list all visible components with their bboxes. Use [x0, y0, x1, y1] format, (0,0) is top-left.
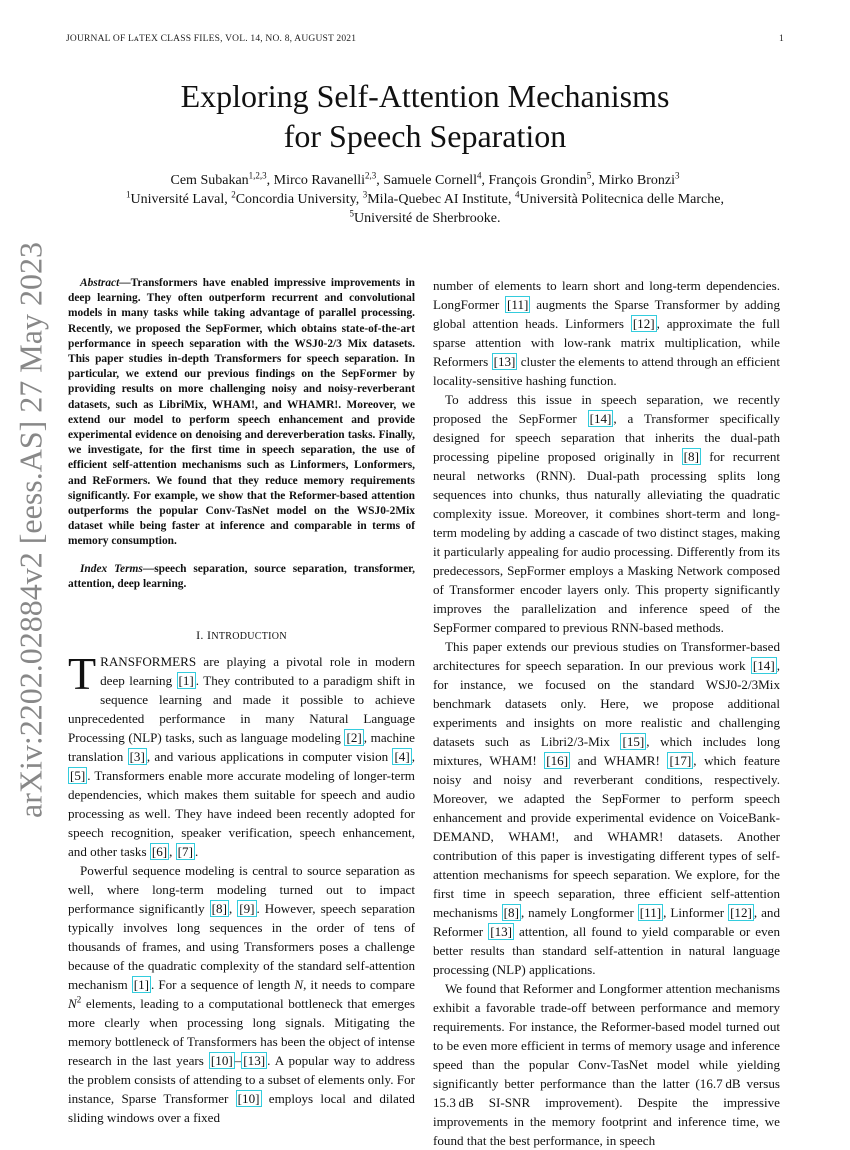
citation-link[interactable]: [8]: [503, 905, 519, 920]
page-number: 1: [779, 34, 784, 44]
citation-link[interactable]: [11]: [639, 905, 662, 920]
text-run: , a Transformer specifically designed for speech separation that inherits the dual-path processing pipeline proposed originally in: [433, 411, 780, 464]
author-name: François Grondin: [488, 173, 587, 188]
journal-name: JOURNAL OF LᴀTEX CLASS FILES, VOL. 14, NO. 8, AUGUST 2021: [66, 34, 357, 44]
text-run: –: [234, 1053, 242, 1069]
intro-paragraph-3: [433, 276, 780, 390]
text-run: , which feature noisy and noisy and reverberant conditions, respectively. Moreover, we adapted the SepFormer to perform speech enhancement and provide experimental evidence on VoiceBank-DEMAND, WHAM!, and WHAMR! datasets. Another contribution of this paper is investigating different types of self-attention mechanisms for speech separation. We explore, for the first time in speech separation, three efficient self-attention mechanisms: [433, 753, 780, 920]
title-line-2: for Speech Separation: [283, 118, 567, 154]
text-run: cluster the elements to attend through an efficient locality-sensitive hashing function.: [433, 354, 780, 388]
paragraph-text: [68, 648, 415, 860]
index-terms-label: Index Terms: [80, 562, 143, 575]
paragraph-text: [433, 392, 780, 635]
title-line-1: Exploring Self-Attention Mechanisms: [180, 78, 670, 114]
citation-link[interactable]: [11]: [507, 297, 529, 312]
text-run: . A popular way to address the problem consists of attending to a subset of elements only. For instance, Sparse Transformer: [68, 1053, 415, 1107]
index-terms: [68, 562, 415, 592]
citation-link[interactable]: [8]: [683, 449, 699, 464]
affiliation-mark: 4: [514, 189, 520, 200]
text-run: , for instance, we focused on the standard WSJ0-2/3Mix benchmark datasets only. Here, we propose additional experiments and insights on more realistic and challenging datasets such as Libri2/3-Mix: [433, 658, 780, 749]
affiliation-mark: 2: [231, 189, 236, 200]
affiliations-line-2: [60, 209, 790, 228]
citation-link[interactable]: [16]: [546, 753, 569, 768]
math-symbol: N: [68, 996, 77, 1012]
text-run: , machine translation: [68, 730, 415, 765]
running-header: [66, 34, 784, 44]
arxiv-sidebar: [6, 242, 56, 818]
abstract: [68, 276, 415, 550]
author-names: Cem Subakan$^{1,2,3}$, Mirco Ravanelli$^{2,3}$, Samuele Cornell$^4$, François Grondin$^5$, Mirko Bronzi$^3$: [170, 170, 680, 188]
citation-link[interactable]: [14]: [589, 411, 612, 426]
citation-link[interactable]: [2]: [346, 730, 362, 746]
citation-link[interactable]: [17]: [669, 753, 692, 768]
citation-link[interactable]: [14]: [752, 658, 775, 673]
text-run: elements, leading to a computational bottleneck that emerges more clearly when processing long signals. Mitigating the memory bottleneck of Transformers has been the object of intense research in the last years: [68, 996, 415, 1069]
citation-link[interactable]: [5]: [70, 768, 86, 784]
citation-link[interactable]: [9]: [239, 901, 255, 917]
text-run: . For a sequence of length: [151, 977, 295, 993]
citation-link[interactable]: [15]: [622, 734, 645, 749]
section-title-rest: NTRODUCTION: [211, 631, 287, 643]
section-number: I.: [196, 628, 208, 643]
paragraph-text: [433, 278, 780, 388]
affiliation: Université de Sherbrooke.: [353, 211, 501, 226]
author-name: Mirko Bronzi: [598, 173, 675, 188]
text-run: RANSFORMERS are playing a pivotal role in modern deep learning: [100, 654, 415, 689]
abstract-text: —Transformers have enabled impressive improvements in deep learning. They often outperform recurrent and convolutional models in many tasks while taking advantage of parallel processing. Recently, we proposed the SepFormer, which obtains state-of-the-art performance in speech separation with the WSJ0-2/3 Mix datasets. This paper studies in-depth Transformers for speech separation. In particular, we extend our previous findings on the SepFormer by providing results on more challenging noisy and noisy-reverberant datasets, such as LibriMix, WHAM!, and WHAMR!. Moreover, we extend our model to perform speech enhancement and provide experimental evidence on denoising and dereverberation tasks. Finally, we investigate, for the first time in speech separation, the use of efficient self-attention mechanisms such as Linformers, Lonformers, and ReFormers. We found that they reduce memory requirements significantly. For example, we show that the Reformer-based attention outperforms the popular Conv-TasNet model on the WSJ0-2Mix dataset while being faster at inference and comparable in terms of memory consumption.: [68, 277, 415, 548]
paragraph-text: [433, 981, 780, 1148]
right-column: [433, 276, 780, 1150]
citation-link[interactable]: [6]: [151, 844, 168, 860]
text-run: and WHAMR!: [570, 753, 668, 768]
paragraph-text: [433, 639, 780, 977]
affiliation: Concordia University,: [235, 192, 363, 207]
intro-paragraph-2: [68, 861, 415, 1127]
math-symbol: N: [294, 977, 304, 993]
text-run: , which includes long mixtures, WHAM!: [433, 734, 780, 768]
text-run: Powerful sequence modeling is central to source separation as well, where long-term modeling turned out to impact performance significantly: [68, 863, 415, 917]
author-name: Samuele Cornell: [383, 173, 477, 188]
text-run: We found that Reformer and Longformer attention mechanisms exhibit a favorable trade-off between performance and memory requirements. For instance, the Reformer-based model turned out to be even more efficient in terms of memory usage and inference speed than the popular Conv-TasNet model while yielding significantly better performance than the latter (16.7 dB versus 15.3 dB SI-SNR improvement). Despite the impressive improvements in the memory footprint and inference time, we found that the best performance, in speech: [433, 981, 780, 1148]
text-run: . However, speech separation typically involves long sequences in the order of tens of thousands of frames, and using Transformers poses a challenge because of the quadratic complexity of the standard self-attention mechanism: [68, 901, 416, 993]
intro-paragraph-6: [433, 979, 780, 1150]
math-exponent: 2: [76, 994, 82, 1005]
citation-link[interactable]: [10]: [210, 1053, 233, 1069]
citation-link[interactable]: [10]: [237, 1091, 260, 1107]
text-run: , Linformer: [663, 905, 729, 920]
text-run: , and Reformer: [433, 905, 780, 939]
text-run: attention, all found to yield comparable or even better results than standard self-attention in natural language processing (NLP) applications.: [433, 924, 780, 977]
affiliation-mark: 5: [349, 208, 354, 219]
citation-link[interactable]: [4]: [394, 749, 410, 765]
author-mark: 3: [674, 170, 680, 181]
text-run: . Transformers enable more accurate modeling of longer-term dependencies, which makes them suitable for speech and audio processing as well. They have indeed been recently adopted for speech recognition, speaker verification, speech enhancement, and other tasks: [68, 768, 415, 860]
author-block: [60, 171, 790, 228]
text-run: ,: [169, 844, 176, 860]
text-run: , namely Longformer: [520, 905, 638, 920]
citation-link[interactable]: [1]: [178, 673, 194, 689]
text-run: employs local and dilated sliding windows over a fixed: [68, 1091, 415, 1126]
text-run: To address this issue in speech separation, we recently proposed the SepFormer: [433, 392, 780, 426]
intro-paragraph-4: [433, 390, 780, 637]
affiliation-mark: 1: [126, 189, 131, 200]
citation-link[interactable]: [12]: [730, 905, 752, 920]
index-terms-text: —speech separation, source separation, transformer, attention, deep learning.: [68, 562, 415, 590]
citation-link[interactable]: [13]: [243, 1053, 266, 1069]
text-run: , approximate the full sparse attention with low-rank matrix multiplication, while Reformers: [433, 316, 780, 369]
citation-link[interactable]: [12]: [632, 316, 655, 331]
drop-cap: T: [68, 648, 97, 700]
citation-link[interactable]: [1]: [133, 977, 149, 993]
intro-paragraph-5: [433, 637, 780, 979]
affiliations: [60, 190, 790, 209]
text-run: for recurrent neural networks (RNN). Dual-path processing splits long sequences into chunks, thus naturally alleviating the quadratic complexity issue. Moreover, it combines short-term and long-term modeling by adding a cascade of two distinct stages, making it particularly appealing for audio processing. Differently from its predecessors, SepFormer employs a Masking Network composed of Transformer encoder layers only. This property significantly improves the parallelization and inference speed of the SepFormer compared to previous RNN-based methods.: [433, 449, 780, 635]
affiliation-mark: 3: [362, 189, 368, 200]
section-heading: [68, 626, 415, 646]
text-run: ,: [411, 749, 415, 765]
left-column: [68, 276, 415, 1127]
abstract-label: Abstract: [80, 277, 120, 289]
author-mark: 5: [586, 170, 592, 181]
citation-link[interactable]: [7]: [177, 844, 193, 860]
paragraph-text: [68, 863, 415, 1125]
author-name: Mirco Ravanelli: [273, 173, 366, 188]
text-run: .: [194, 844, 199, 860]
author-mark: 2,3: [365, 170, 377, 181]
affiliation: Università Politecnica delle Marche,: [519, 192, 724, 207]
citation-link[interactable]: [8]: [211, 901, 227, 917]
text-run: , it needs to compare: [303, 977, 415, 993]
section-title-initial: I: [207, 628, 212, 643]
author-name: Cem Subakan: [170, 173, 249, 188]
arxiv-identifier: arXiv:2202.02884v2 [eess.AS] 27 May 2023: [12, 242, 49, 818]
text-run: augments the Sparse Transformer by adding global attention heads. Linformers: [433, 297, 780, 331]
text-run: ,: [228, 901, 238, 917]
text-run: This paper extends our previous studies on Transformer-based architectures for speech separation. In our previous work: [433, 639, 780, 673]
citation-link[interactable]: [13]: [493, 354, 516, 369]
intro-paragraph-1: [68, 648, 415, 861]
author-mark: 1,2,3: [248, 170, 267, 181]
text-run: number of elements to learn short and long-term dependencies. LongFormer: [433, 278, 780, 312]
affiliation: Mila-Quebec AI Institute,: [367, 192, 515, 207]
affiliation: Université Laval,: [130, 192, 232, 207]
paper-title: [0, 76, 850, 156]
text-run: , and various applications in computer vision: [146, 749, 393, 765]
author-mark: 4: [476, 170, 482, 181]
citation-link[interactable]: [13]: [490, 924, 513, 939]
citation-link[interactable]: [3]: [129, 749, 145, 765]
text-run: . They contributed to a paradigm shift in sequence learning and made it possible to achieve unprecedented performance in many Natural Language Processing (NLP) tasks, such as language modeling: [68, 673, 415, 746]
